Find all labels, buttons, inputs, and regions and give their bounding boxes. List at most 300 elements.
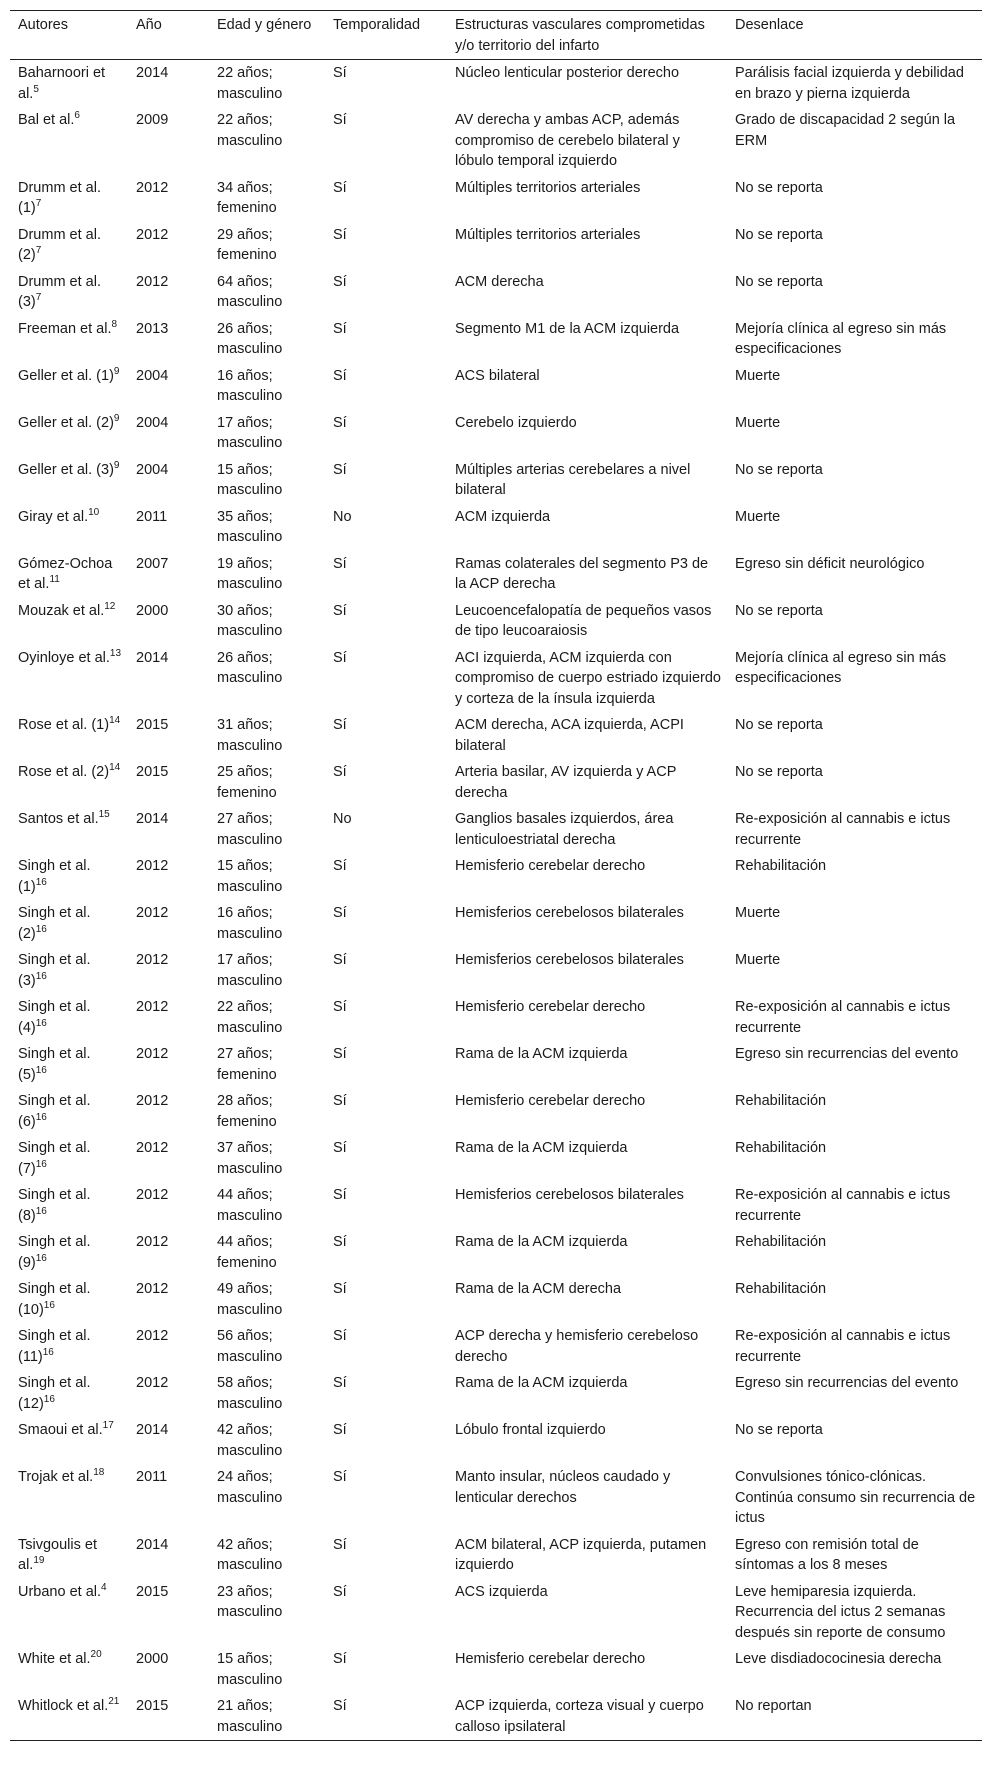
cell-author — [10, 269, 128, 316]
author-name: Geller et al. (2) — [18, 414, 114, 431]
cell-structures: AV derecha y ambas ACP, además compromiso de cerebelo bilateral y lóbulo temporal izquierdo — [455, 112, 680, 169]
cell-author — [10, 1229, 128, 1276]
cell-year: 2012 — [136, 999, 169, 1015]
cell-age-gender: 27 años; femenino — [217, 1046, 277, 1083]
cell-temporality: Sí — [333, 952, 347, 968]
cell-author — [10, 107, 128, 175]
cell-structures: Lóbulo frontal izquierdo — [455, 1422, 606, 1438]
cell-age-gender: 37 años; masculino — [217, 1140, 283, 1177]
cell-outcome: Muerte — [735, 367, 781, 384]
cell-age-gender: 25 años; femenino — [217, 764, 277, 801]
cell-age-gender: 22 años; masculino — [217, 65, 283, 102]
author-name: White et al. — [18, 1651, 91, 1667]
cell-author — [10, 1370, 128, 1417]
cell-age-gender: 22 años; masculino — [217, 112, 283, 149]
cell-author — [10, 1182, 128, 1229]
cell-structures: Rama de la ACM izquierda — [455, 1234, 628, 1250]
table-row — [10, 1464, 982, 1532]
cell-temporality: Sí — [333, 1046, 347, 1062]
cell-author — [10, 900, 128, 947]
author-name: Whitlock et al. — [18, 1698, 109, 1714]
author-name: Singh et al. (11) — [18, 1328, 91, 1365]
cell-temporality: Sí — [333, 65, 347, 81]
author-name: Drumm et al. (3) — [18, 273, 101, 310]
cell-age-gender: 28 años; femenino — [217, 1093, 277, 1130]
cell-structures: ACS izquierda — [455, 1583, 548, 1600]
reference-number: 8 — [111, 318, 118, 330]
reference-number: 16 — [35, 1111, 47, 1123]
cell-structures: Arteria basilar, AV izquierda y ACP derecha — [455, 764, 677, 801]
cell-author — [10, 60, 128, 108]
reference-number: 14 — [109, 762, 121, 774]
cell-outcome: Convulsiones tónico-clónicas. Continúa consumo sin recurrencia de ictus — [735, 1469, 976, 1526]
cell-structures: ACM derecha, ACA izquierda, ACPI bilateral — [455, 717, 684, 754]
cell-temporality: Sí — [333, 1375, 347, 1391]
cell-structures: Rama de la ACM izquierda — [455, 1046, 628, 1062]
author-name: Tsivgoulis et al. — [18, 1536, 97, 1573]
table-row — [10, 1693, 982, 1741]
cell-outcome: No se reporta — [735, 602, 823, 619]
cell-structures: Múltiples territorios arteriales — [455, 179, 641, 196]
cell-year: 2012 — [136, 1328, 169, 1344]
reference-number: 16 — [35, 1017, 47, 1029]
cell-year: 2012 — [136, 1234, 169, 1250]
author-name: Singh et al. (5) — [18, 1046, 91, 1083]
cell-structures: Rama de la ACM izquierda — [455, 1140, 628, 1156]
table-header — [10, 11, 982, 60]
author-name: Giray et al. — [18, 508, 89, 525]
table-body — [10, 60, 982, 1741]
author-name: Geller et al. (3) — [18, 461, 114, 478]
cell-age-gender: 30 años; masculino — [217, 602, 283, 639]
cell-year: 2004 — [136, 414, 169, 431]
table-row — [10, 1323, 982, 1370]
cell-year: 2014 — [136, 649, 169, 666]
cell-structures: ACM derecha — [455, 273, 544, 290]
cell-year: 2013 — [136, 320, 169, 337]
author-name: Singh et al. (10) — [18, 1281, 91, 1318]
cell-year: 2012 — [136, 905, 169, 921]
table-row — [10, 316, 982, 363]
reference-number: 9 — [113, 365, 120, 377]
cell-year: 2014 — [136, 811, 169, 827]
cell-age-gender: 21 años; masculino — [217, 1698, 283, 1735]
cell-temporality: Sí — [333, 273, 347, 290]
cell-outcome: No se reporta — [735, 764, 823, 780]
cell-temporality: Sí — [333, 999, 347, 1015]
cell-age-gender: 26 años; masculino — [217, 320, 283, 357]
cell-structures: ACP derecha y hemisferio cerebeloso derecho — [455, 1328, 699, 1365]
cell-structures: Hemisferio cerebelar derecho — [455, 1093, 646, 1109]
reference-number: 13 — [109, 647, 122, 659]
reference-number: 12 — [104, 600, 116, 612]
author-name: Urbano et al. — [18, 1583, 102, 1600]
cell-year: 2012 — [136, 1187, 169, 1203]
author-name: Drumm et al. (2) — [18, 226, 101, 263]
cell-temporality: Sí — [333, 414, 347, 431]
cell-author — [10, 1041, 128, 1088]
cell-temporality: Sí — [333, 858, 347, 874]
cell-structures: Múltiples arterias cerebelares a nivel bilateral — [455, 461, 691, 498]
cell-author — [10, 1646, 128, 1693]
cell-author — [10, 645, 128, 713]
reference-number: 7 — [35, 198, 42, 210]
cell-outcome: Re-exposición al cannabis e ictus recurrente — [735, 811, 951, 848]
reference-number: 16 — [35, 1064, 47, 1076]
cell-structures: ACM bilateral, ACP izquierda, putamen izquierdo — [455, 1536, 707, 1573]
reference-number: 19 — [33, 1555, 45, 1567]
cell-outcome: No se reporta — [735, 1422, 823, 1438]
cell-outcome: Muerte — [735, 508, 781, 525]
table-row — [10, 712, 982, 759]
header-authors: Autores — [10, 11, 128, 60]
author-name: Singh et al. (2) — [18, 905, 91, 942]
cell-structures: Hemisferio cerebelar derecho — [455, 999, 646, 1015]
cell-age-gender: 31 años; masculino — [217, 717, 283, 754]
table-row — [10, 900, 982, 947]
cell-author — [10, 853, 128, 900]
cell-year: 2012 — [136, 952, 169, 968]
table-row — [10, 1229, 982, 1276]
cell-temporality: Sí — [333, 1583, 347, 1600]
reference-number: 7 — [35, 245, 42, 257]
reference-number: 9 — [113, 412, 120, 424]
cell-temporality: Sí — [333, 367, 347, 384]
cell-year: 2009 — [136, 112, 169, 128]
cell-year: 2014 — [136, 1422, 169, 1438]
cell-outcome: No reportan — [735, 1698, 812, 1714]
cell-author — [10, 759, 128, 806]
author-name: Drumm et al. (1) — [18, 179, 101, 216]
cell-age-gender: 15 años; masculino — [217, 1651, 283, 1688]
cell-year: 2012 — [136, 226, 169, 243]
cell-year: 2012 — [136, 1281, 169, 1297]
author-name: Mouzak et al. — [18, 602, 105, 619]
cell-temporality: Sí — [333, 1536, 347, 1553]
cell-age-gender: 34 años; femenino — [217, 179, 277, 216]
cell-age-gender: 27 años; masculino — [217, 811, 283, 848]
header-age-gender: Edad y género — [209, 11, 325, 60]
cell-outcome: Muerte — [735, 952, 781, 968]
reference-number: 16 — [35, 923, 47, 935]
cell-temporality: Sí — [333, 1281, 347, 1297]
cell-age-gender: 44 años; masculino — [217, 1187, 283, 1224]
cell-age-gender: 17 años; masculino — [217, 952, 283, 989]
cell-author — [10, 410, 128, 457]
cell-age-gender: 24 años; masculino — [217, 1469, 283, 1506]
cell-temporality: Sí — [333, 1422, 347, 1438]
cell-outcome: No se reporta — [735, 717, 823, 733]
cell-author — [10, 712, 128, 759]
cell-year: 2012 — [136, 273, 169, 290]
cell-temporality: Sí — [333, 1140, 347, 1156]
header-row — [10, 11, 982, 60]
cell-year: 2000 — [136, 602, 169, 619]
cell-outcome: Re-exposición al cannabis e ictus recurrente — [735, 1187, 951, 1224]
cell-author — [10, 598, 128, 645]
table-row — [10, 1088, 982, 1135]
cell-outcome: No se reporta — [735, 273, 823, 290]
reference-number: 16 — [42, 1346, 54, 1358]
table-row — [10, 269, 982, 316]
table-row — [10, 759, 982, 806]
cell-year: 2000 — [136, 1651, 169, 1667]
cell-temporality: Sí — [333, 112, 347, 128]
cell-year: 2012 — [136, 1140, 169, 1156]
reference-number: 20 — [90, 1649, 102, 1661]
reference-number: 5 — [33, 83, 39, 95]
cell-structures: ACI izquierda, ACM izquierda con compromiso de cuerpo estriado izquierdo y corteza de la ínsula izquierda — [455, 649, 721, 707]
cell-author — [10, 363, 128, 410]
author-name: Singh et al. (1) — [18, 858, 91, 895]
table-row — [10, 551, 982, 598]
header-outcome: Desenlace — [727, 11, 982, 60]
reference-number: 10 — [88, 506, 100, 518]
table-row — [10, 1276, 982, 1323]
cell-age-gender: 26 años; masculino — [217, 649, 283, 686]
cell-temporality: Sí — [333, 649, 347, 666]
cell-author — [10, 1579, 128, 1647]
cell-temporality: Sí — [333, 461, 347, 478]
cell-author — [10, 1532, 128, 1579]
cell-outcome: Muerte — [735, 905, 781, 921]
cell-year: 2012 — [136, 858, 169, 874]
table-row — [10, 994, 982, 1041]
cell-temporality: No — [333, 811, 352, 827]
cell-temporality: Sí — [333, 1234, 347, 1250]
cell-age-gender: 56 años; masculino — [217, 1328, 283, 1365]
cell-year: 2012 — [136, 179, 169, 196]
author-name: Singh et al. (12) — [18, 1375, 91, 1412]
reference-number: 16 — [35, 1205, 47, 1217]
reference-number: 7 — [35, 292, 42, 304]
reference-number: 16 — [35, 1158, 47, 1170]
reference-number: 16 — [43, 1393, 55, 1405]
reference-number: 16 — [35, 876, 47, 888]
cell-outcome: Leve hemiparesia izquierda. Recurrencia del ictus 2 semanas después sin reporte de consumo — [735, 1583, 946, 1641]
cell-year: 2004 — [136, 367, 169, 384]
cell-year: 2014 — [136, 1536, 169, 1553]
author-name: Trojak et al. — [18, 1469, 94, 1485]
table-row — [10, 1579, 982, 1647]
author-name: Rose et al. (1) — [18, 717, 110, 733]
cell-author — [10, 1417, 128, 1464]
table-row — [10, 1135, 982, 1182]
cell-age-gender: 35 años; masculino — [217, 508, 283, 545]
author-name: Singh et al. (3) — [18, 952, 91, 989]
cell-structures: Hemisferio cerebelar derecho — [455, 1651, 646, 1667]
cell-age-gender: 58 años; masculino — [217, 1375, 283, 1412]
cell-author — [10, 457, 128, 504]
cell-outcome: Rehabilitación — [735, 1281, 827, 1297]
cell-author — [10, 1693, 128, 1741]
cell-year: 2012 — [136, 1375, 169, 1391]
cell-outcome: Rehabilitación — [735, 1093, 827, 1109]
cell-age-gender: 16 años; masculino — [217, 367, 283, 404]
author-name: Santos et al. — [18, 811, 99, 827]
table-row — [10, 853, 982, 900]
cell-author — [10, 551, 128, 598]
cell-outcome: Mejoría clínica al egreso sin más especificaciones — [735, 320, 947, 357]
cell-temporality: Sí — [333, 1651, 347, 1667]
cell-structures: Rama de la ACM izquierda — [455, 1375, 628, 1391]
cell-outcome: Rehabilitación — [735, 1234, 827, 1250]
cell-age-gender: 15 años; masculino — [217, 461, 283, 498]
reference-number: 18 — [93, 1467, 105, 1479]
author-name: Singh et al. (4) — [18, 999, 91, 1036]
table-row — [10, 1417, 982, 1464]
author-name: Singh et al. (8) — [18, 1187, 91, 1224]
author-name: Freeman et al. — [18, 320, 112, 337]
author-name: Singh et al. (7) — [18, 1140, 91, 1177]
reference-number: 17 — [102, 1420, 114, 1432]
reference-number: 15 — [98, 809, 110, 821]
cell-author — [10, 222, 128, 269]
cell-temporality: Sí — [333, 1187, 347, 1203]
cell-structures: Manto insular, núcleos caudado y lenticular derechos — [455, 1469, 671, 1506]
cell-outcome: No se reporta — [735, 179, 823, 196]
cell-age-gender: 15 años; masculino — [217, 858, 283, 895]
cell-structures: Hemisferios cerebelosos bilaterales — [455, 952, 684, 968]
cell-author — [10, 504, 128, 551]
cell-age-gender: 44 años; femenino — [217, 1234, 277, 1271]
table-row — [10, 504, 982, 551]
author-name: Geller et al. (1) — [18, 367, 114, 384]
table-row — [10, 1041, 982, 1088]
cell-structures: Cerebelo izquierdo — [455, 414, 577, 431]
cell-outcome: Re-exposición al cannabis e ictus recurrente — [735, 1328, 951, 1365]
reference-number: 16 — [35, 1252, 47, 1264]
author-name: Bal et al. — [18, 112, 75, 128]
table-row — [10, 457, 982, 504]
cell-author — [10, 316, 128, 363]
cell-temporality: Sí — [333, 602, 347, 619]
cell-outcome: Egreso sin recurrencias del evento — [735, 1046, 959, 1062]
cell-outcome: Egreso sin déficit neurológico — [735, 555, 925, 572]
cell-year: 2004 — [136, 461, 169, 478]
table-row — [10, 363, 982, 410]
reference-number: 4 — [101, 1581, 107, 1593]
cell-structures: ACM izquierda — [455, 508, 551, 525]
cell-year: 2015 — [136, 1583, 169, 1600]
cell-temporality: Sí — [333, 905, 347, 921]
author-name: Singh et al. (6) — [18, 1093, 91, 1130]
cell-outcome: Rehabilitación — [735, 858, 827, 874]
cell-year: 2011 — [136, 508, 168, 525]
author-name: Smaoui et al. — [18, 1422, 103, 1438]
cell-structures: Rama de la ACM derecha — [455, 1281, 622, 1297]
header-temporality: Temporalidad — [325, 11, 447, 60]
cell-structures: Múltiples territorios arteriales — [455, 226, 641, 243]
table-row — [10, 1532, 982, 1579]
cell-age-gender: 49 años; masculino — [217, 1281, 283, 1318]
cell-age-gender: 29 años; femenino — [217, 226, 277, 263]
cell-age-gender: 42 años; masculino — [217, 1536, 283, 1573]
cell-author — [10, 1464, 128, 1532]
reference-number: 16 — [35, 970, 47, 982]
table-row — [10, 60, 982, 108]
cell-age-gender: 19 años; masculino — [217, 555, 283, 592]
cell-outcome: Mejoría clínica al egreso sin más especificaciones — [735, 649, 947, 686]
table-row — [10, 1182, 982, 1229]
cell-temporality: Sí — [333, 1093, 347, 1109]
table-row — [10, 222, 982, 269]
cell-temporality: Sí — [333, 1328, 347, 1344]
author-name: Baharnoori et al. — [18, 65, 106, 102]
reference-number: 6 — [74, 110, 80, 122]
cell-outcome: Re-exposición al cannabis e ictus recurrente — [735, 999, 951, 1036]
cell-year: 2007 — [136, 555, 169, 572]
cell-structures: Núcleo lenticular posterior derecho — [455, 65, 680, 81]
cell-age-gender: 64 años; masculino — [217, 273, 283, 310]
cell-age-gender: 16 años; masculino — [217, 905, 283, 942]
cell-outcome: No se reporta — [735, 461, 823, 478]
table-row — [10, 598, 982, 645]
reference-number: 11 — [49, 574, 60, 586]
cell-temporality: Sí — [333, 764, 347, 780]
author-name: Gómez-Ochoa et al. — [18, 555, 113, 592]
table-row — [10, 1370, 982, 1417]
cell-year: 2012 — [136, 1093, 169, 1109]
table-row — [10, 806, 982, 853]
cell-year: 2011 — [136, 1469, 168, 1485]
cell-age-gender: 42 años; masculino — [217, 1422, 283, 1459]
author-name: Oyinloye et al. — [18, 649, 110, 666]
cell-temporality: Sí — [333, 226, 347, 243]
cell-author — [10, 1323, 128, 1370]
cell-age-gender: 22 años; masculino — [217, 999, 283, 1036]
cell-temporality: Sí — [333, 1698, 347, 1714]
header-year: Año — [128, 11, 209, 60]
cell-author — [10, 806, 128, 853]
table-row — [10, 1646, 982, 1693]
cell-outcome: Leve disdiadococinesia derecha — [735, 1651, 942, 1667]
cell-structures: Hemisferios cerebelosos bilaterales — [455, 905, 684, 921]
cell-temporality: Sí — [333, 555, 347, 572]
table-row — [10, 107, 982, 175]
cell-outcome: No se reporta — [735, 226, 823, 243]
cell-structures: Ganglios basales izquierdos, área lenticuloestriatal derecha — [455, 811, 674, 848]
cell-year: 2012 — [136, 1046, 169, 1062]
header-structures: Estructuras vasculares comprometidas y/o territorio del infarto — [447, 11, 727, 60]
cell-year: 2015 — [136, 1698, 169, 1714]
cell-author — [10, 1088, 128, 1135]
author-name: Singh et al. (9) — [18, 1234, 91, 1271]
cell-structures: Hemisferios cerebelosos bilaterales — [455, 1187, 684, 1203]
cell-author — [10, 1135, 128, 1182]
table-row — [10, 947, 982, 994]
cell-temporality: No — [333, 508, 352, 525]
cell-outcome: Egreso sin recurrencias del evento — [735, 1375, 959, 1391]
cell-temporality: Sí — [333, 1469, 347, 1485]
reference-number: 16 — [43, 1299, 55, 1311]
table-row — [10, 410, 982, 457]
cell-year: 2014 — [136, 65, 169, 81]
cell-outcome: Grado de discapacidad 2 según la ERM — [735, 112, 956, 149]
case-table — [10, 10, 982, 1741]
author-name: Rose et al. (2) — [18, 764, 110, 780]
table-row — [10, 645, 982, 713]
reference-number: 21 — [108, 1696, 120, 1708]
cell-author — [10, 1276, 128, 1323]
cell-structures: Segmento M1 de la ACM izquierda — [455, 320, 680, 337]
reference-number: 9 — [113, 459, 120, 471]
cell-year: 2015 — [136, 717, 169, 733]
cell-temporality: Sí — [333, 320, 347, 337]
cell-outcome: Rehabilitación — [735, 1140, 827, 1156]
cell-year: 2015 — [136, 764, 169, 780]
cell-structures: Hemisferio cerebelar derecho — [455, 858, 646, 874]
